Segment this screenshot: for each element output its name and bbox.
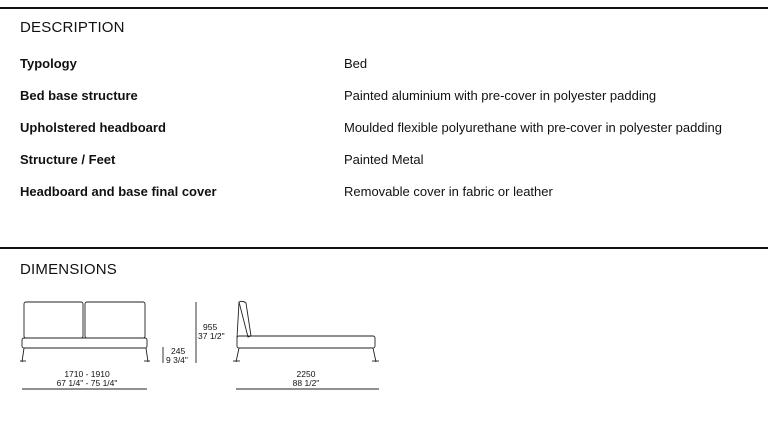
spec-value: Removable cover in fabric or leather (344, 184, 553, 199)
spec-row-structure-feet (20, 152, 760, 172)
right-cushion (85, 302, 145, 338)
spec-row-typology (20, 56, 760, 76)
base-height-label (166, 347, 188, 365)
total-height-mm: 955 (203, 322, 218, 332)
spec-value: Painted aluminium with pre-cover in polyester padding (344, 88, 657, 103)
total-height-label (198, 323, 225, 341)
middle-divider (0, 247, 768, 249)
spec-label: Bed base structure (20, 88, 138, 103)
spec-label: Upholstered headboard (20, 120, 166, 135)
width-dimension-label (40, 370, 134, 388)
spec-value: Moulded flexible polyurethane with pre-cover in polyester padding (344, 120, 722, 135)
length-in: 88 1/2" (292, 378, 320, 388)
spec-row-final-cover (20, 184, 760, 204)
top-divider (0, 7, 768, 9)
length-mm: 2250 (296, 369, 316, 379)
front-base (22, 338, 147, 348)
dimensions-heading: DIMENSIONS (20, 261, 118, 278)
width-in: 67 1/4" - 75 1/4" (56, 378, 118, 388)
side-base (237, 336, 375, 348)
spec-row-bed-base-structure (20, 88, 760, 108)
spec-row-upholstered-headboard (20, 120, 760, 140)
width-mm: 1710 - 1910 (64, 369, 110, 379)
headboard-profile (239, 301, 251, 337)
description-heading: DESCRIPTION (20, 19, 125, 36)
front-feet (22, 348, 148, 362)
length-dimension-label (266, 370, 346, 388)
spec-label: Typology (20, 56, 77, 71)
total-height-in: 37 1/2" (198, 331, 225, 341)
spec-label: Headboard and base final cover (20, 184, 217, 199)
side-feet (236, 348, 376, 362)
spec-value: Bed (344, 56, 368, 71)
base-height-mm: 245 (171, 346, 186, 356)
base-height-in: 9 3/4" (166, 355, 188, 365)
left-cushion (24, 302, 83, 338)
spec-value: Painted Metal (344, 152, 424, 167)
spec-label: Structure / Feet (20, 152, 116, 167)
